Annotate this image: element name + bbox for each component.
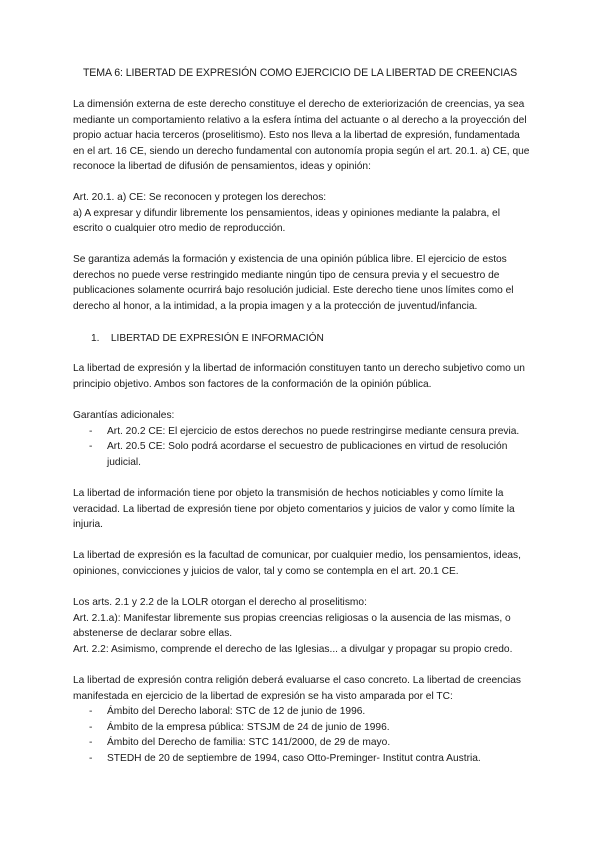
section-number: 1. <box>91 333 100 344</box>
guarantees-list <box>73 424 531 471</box>
guarantees-section <box>73 408 531 470</box>
list-item: - Art. 20.2 CE: El ejercicio de estos derechos no puede restringirse mediante censura previa. <box>73 424 531 440</box>
guarantee-text: Se garantiza además la formación y existencia de una opinión pública libre. El ejercicio de estos derechos no puede verse restringido mediante ningún tipo de censura previa y el secuestro de publicaciones solamente ocurrirá bajo resolución judicial. Este derecho tiene unos límites como el derecho al honor, a la intimidad, a la propia imagen y a la protección de juventud/infancia. <box>73 254 514 312</box>
section-heading <box>91 331 324 347</box>
list-item: - STEDH de 20 de septiembre de 1994, caso Otto-Preminger- Institut contra Austria. <box>73 751 531 767</box>
expression-paragraph <box>73 548 531 579</box>
list-item: - Ámbito de la empresa pública: STSJM de 24 de junio de 1996. <box>73 720 531 736</box>
intro-paragraph <box>73 97 531 175</box>
lolr-line1: Los arts. 2.1 y 2.2 de la LOLR otorgan el derecho al proselitismo: <box>73 597 367 608</box>
art20-quote <box>73 190 531 237</box>
info-paragraph <box>73 486 531 533</box>
expression-text: La libertad de expresión es la facultad de comunicar, por cualquier medio, los pensamientos, ideas, opiniones, convicciones y juicios de valor, tal y como se contempla en el art. 20.1 CE. <box>73 550 521 577</box>
art20-line1: Art. 20.1. a) CE: Se reconocen y protegen los derechos: <box>73 192 327 203</box>
both-paragraph <box>73 361 531 392</box>
lolr-line2: Art. 2.1.a): Manifestar libremente sus propias creencias religiosas o la ausencia de las mismas, o abstenerse de declarar sobre ellas. <box>73 612 511 640</box>
art20-line2: a) A expresar y difundir libremente los pensamientos, ideas y opiniones mediante la palabra, el escrito o cualquier otro medio de reproducción. <box>73 207 500 235</box>
section-title: LIBERTAD DE EXPRESIÓN E INFORMACIÓN <box>110 333 324 344</box>
cases-list <box>73 704 531 766</box>
guarantee-paragraph <box>73 252 531 314</box>
intro-text: La dimensión externa de este derecho constituye el derecho de exteriorización de creencias, ya sea mediante un comportamiento relativo a la esfera íntima del actuante o al derecho a la proyección del propio actuar hacia terceros (proselitismo). Esto nos lleva a la libertad de expresión, fundamentada en el art. 16 CE, siendo un derecho fundamental con autonomía propia según el art. 20.1. a) CE, que reconoce la libertad de difusión de pensamientos, ideas y opinión: <box>73 99 530 173</box>
both-text: La libertad de expresión y la libertad de información constituyen tanto un derecho subjetivo como un principio objetivo. Ambos son factores de la conformación de la opinión pública. <box>73 363 525 390</box>
list-item: - Ámbito del Derecho de familia: STC 141/2000, de 29 de mayo. <box>73 735 531 751</box>
lolr-section <box>73 595 531 657</box>
lolr-line3: Art. 2.2: Asimismo, comprende el derecho de las Iglesias... a divulgar y propagar su propio credo. <box>73 643 513 655</box>
religion-text: La libertad de expresión contra religión deberá evaluarse el caso concreto. La libertad de creencias manifestada en ejercicio de la libertad de expresión se ha visto amparada por el TC: <box>73 675 521 702</box>
list-item: - Ámbito del Derecho laboral: STC de 12 de junio de 1996. <box>73 704 531 720</box>
list-item: - Art. 20.5 CE: Solo podrá acordarse el secuestro de publicaciones en virtud de resolución judicial. <box>73 439 531 470</box>
guarantees-label: Garantías adicionales: <box>73 410 175 421</box>
info-text: La libertad de información tiene por objeto la transmisión de hechos noticiables y como límite la veracidad. La libertad de expresión tiene por objeto comentarios y juicios de valor y como límite la injuria. <box>73 488 515 531</box>
document-title: TEMA 6: LIBERTAD DE EXPRESIÓN COMO EJERCICIO DE LA LIBERTAD DE CREENCIAS <box>82 67 518 79</box>
religion-section <box>73 673 531 767</box>
